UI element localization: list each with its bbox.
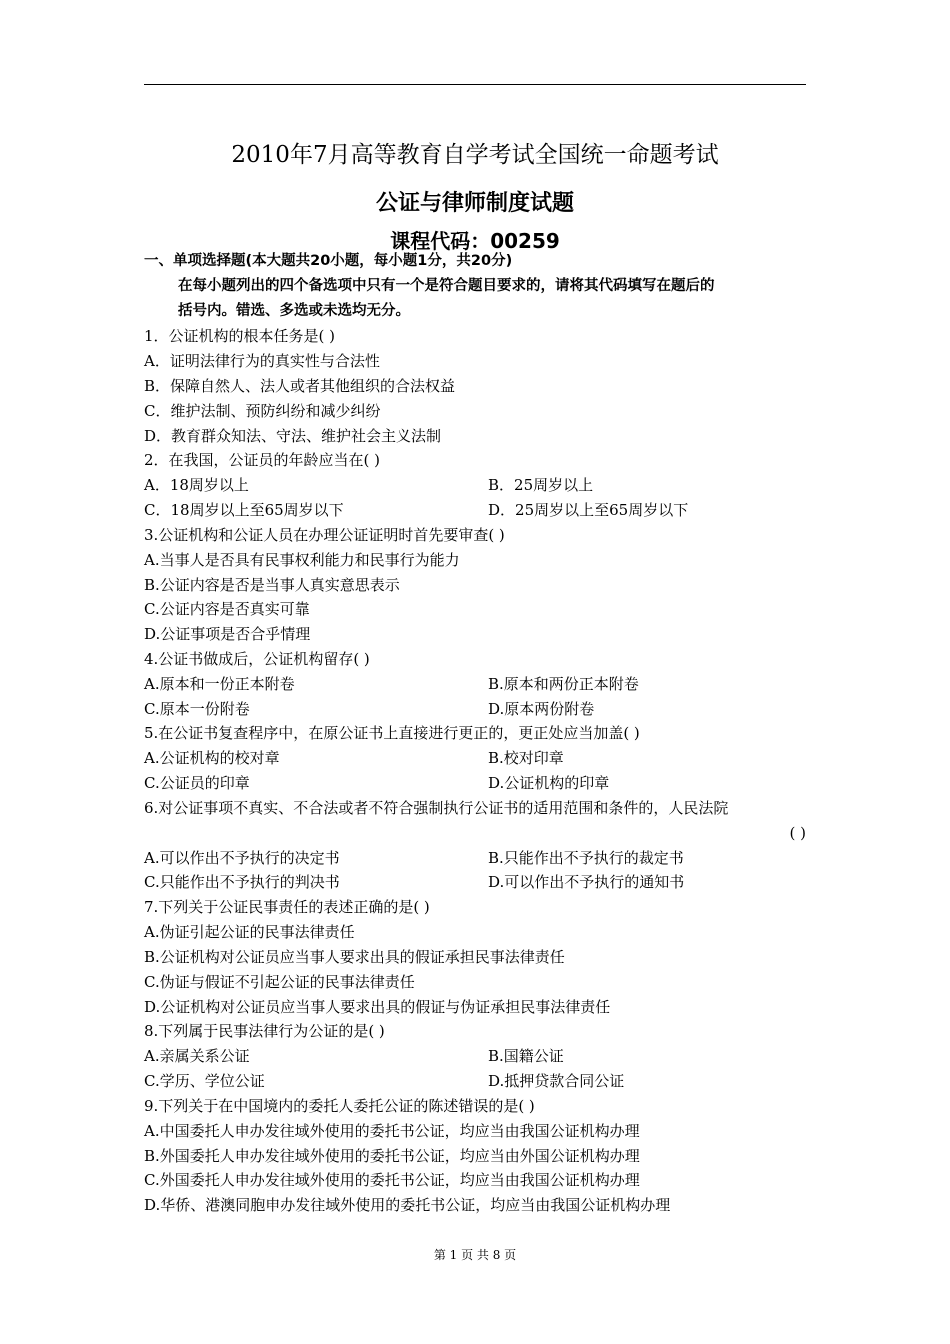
question-6-answer-paren: ( ) xyxy=(789,824,806,842)
question-2-stem: 2．在我国，公证员的年龄应当在( ) xyxy=(144,451,381,469)
exam-title: 2010年7月高等教育自学考试全国统一命题考试 xyxy=(231,142,719,168)
question-5-option-b: B.校对印章 xyxy=(488,749,564,767)
question-5-option-a: A.公证机构的校对章 xyxy=(144,749,280,767)
question-7-option-b: B.公证机构对公证员应当事人要求出具的假证承担民事法律责任 xyxy=(144,948,565,966)
question-6-option-c: C.只能作出不予执行的判决书 xyxy=(144,873,340,891)
question-2-option-c: C．18周岁以上至65周岁以下 xyxy=(144,501,344,519)
question-4-option-c: C.原本一份附卷 xyxy=(144,700,250,718)
question-8-option-c: C.学历、学位公证 xyxy=(144,1072,265,1090)
question-9-option-c: C.外国委托人申办发往域外使用的委托书公证，均应当由我国公证机构办理 xyxy=(144,1171,640,1189)
question-5-option-c: C.公证员的印章 xyxy=(144,774,250,792)
course-code: 课程代码：00259 xyxy=(390,229,560,253)
question-7-option-c: C.伪证与假证不引起公证的民事法律责任 xyxy=(144,973,415,991)
question-9-option-a: A.中国委托人申办发往域外使用的委托书公证，均应当由我国公证机构办理 xyxy=(144,1122,640,1140)
question-6-option-b: B.只能作出不予执行的裁定书 xyxy=(488,849,684,867)
question-4-option-d: D.原本两份附卷 xyxy=(488,700,595,718)
question-9-stem: 9.下列关于在中国境内的委托人委托公证的陈述错误的是( ) xyxy=(144,1097,535,1115)
question-4-option-a: A.原本和一份正本附卷 xyxy=(144,675,295,693)
question-3-option-c: C.公证内容是否真实可靠 xyxy=(144,600,310,618)
question-5-option-d: D.公证机构的印章 xyxy=(488,774,610,792)
header-rule xyxy=(144,84,806,85)
question-3-stem: 3.公证机构和公证人员在办理公证证明时首先要审查( ) xyxy=(144,526,505,544)
question-1-option-d: D．教育群众知法、守法、维护社会主义法制 xyxy=(144,427,442,445)
question-1-option-a: A．证明法律行为的真实性与合法性 xyxy=(144,352,380,370)
question-2-option-d: D．25周岁以上至65周岁以下 xyxy=(488,501,689,519)
question-3-option-a: A.当事人是否具有民事权利能力和民事行为能力 xyxy=(144,551,460,569)
question-3-option-b: B.公证内容是否是当事人真实意思表示 xyxy=(144,576,400,594)
question-1-stem: 1．公证机构的根本任务是( ) xyxy=(144,327,336,345)
question-7-option-d: D.公证机构对公证员应当事人要求出具的假证与伪证承担民事法律责任 xyxy=(144,998,611,1016)
question-9-option-d: D.华侨、港澳同胞申办发往域外使用的委托书公证，均应当由我国公证机构办理 xyxy=(144,1196,671,1214)
question-5-stem: 5.在公证书复查程序中，在原公证书上直接进行更正的，更正处应当加盖( ) xyxy=(144,724,640,742)
section-instruction-line1: 在每小题列出的四个备选项中只有一个是符合题目要求的，请将其代码填写在题后的 xyxy=(178,278,715,294)
question-8-option-d: D.抵押贷款合同公证 xyxy=(488,1072,625,1090)
question-4-option-b: B.原本和两份正本附卷 xyxy=(488,675,639,693)
question-8-option-b: B.国籍公证 xyxy=(488,1047,564,1065)
question-7-option-a: A.伪证引起公证的民事法律责任 xyxy=(144,923,355,941)
question-6-option-a: A.可以作出不予执行的决定书 xyxy=(144,849,340,867)
question-6-stem: 6.对公证事项不真实、不合法或者不符合强制执行公证书的适用范围和条件的，人民法院 xyxy=(144,799,729,817)
question-1-option-b: B．保障自然人、法人或者其他组织的合法权益 xyxy=(144,377,456,395)
section-instruction-line2: 括号内。错选、多选或未选均无分。 xyxy=(178,303,410,319)
question-7-stem: 7.下列关于公证民事责任的表述正确的是( ) xyxy=(144,898,430,916)
page-number: 第 1 页 共 8 页 xyxy=(433,1248,517,1262)
question-6-option-d: D.可以作出不予执行的通知书 xyxy=(488,873,685,891)
question-1-option-c: C．维护法制、预防纠纷和减少纠纷 xyxy=(144,402,381,420)
question-3-option-d: D.公证事项是否合乎情理 xyxy=(144,625,311,643)
question-4-stem: 4.公证书做成后，公证机构留存( ) xyxy=(144,650,370,668)
subject-title: 公证与律师制度试题 xyxy=(375,191,574,216)
section-heading: 一、单项选择题(本大题共20小题，每小题1分，共20分) xyxy=(144,253,513,269)
question-9-option-b: B.外国委托人申办发往域外使用的委托书公证，均应当由外国公证机构办理 xyxy=(144,1147,640,1165)
question-2-option-a: A．18周岁以上 xyxy=(144,476,249,494)
question-2-option-b: B．25周岁以上 xyxy=(488,476,594,494)
question-8-option-a: A.亲属关系公证 xyxy=(144,1047,250,1065)
question-8-stem: 8.下列属于民事法律行为公证的是( ) xyxy=(144,1022,385,1040)
